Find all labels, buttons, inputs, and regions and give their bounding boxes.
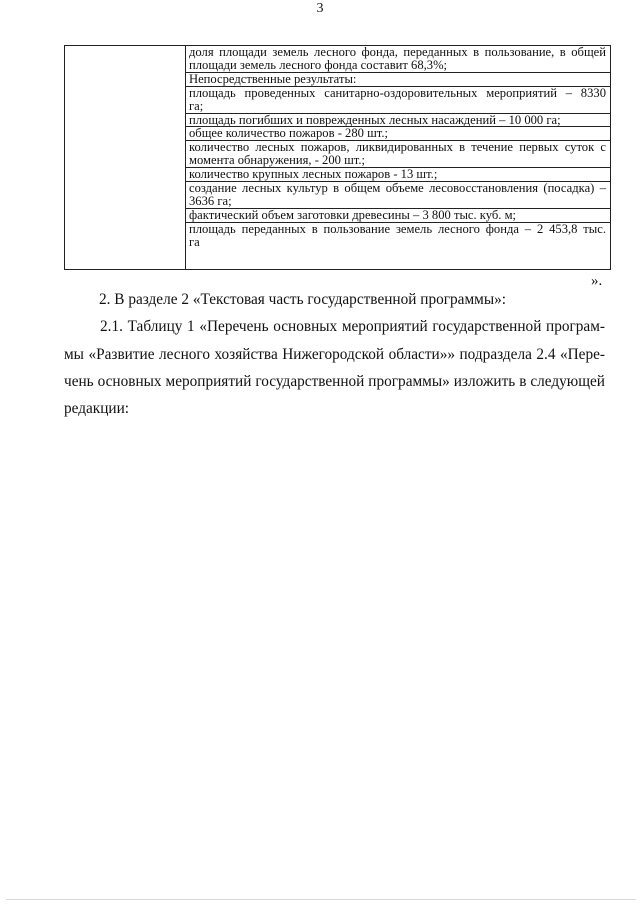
paragraph-2-1-line: мы «Развитие лесного хозяйства Нижегородской области»» подраздела 2.4 «Пере- [64,346,605,363]
result-line: площадь погибших и поврежденных лесных насаждений – 10 000 га; [186,113,610,127]
result-line: количество лесных пожаров, ликвидированных в течение первых суток с [186,140,610,154]
result-line: га; [189,99,204,113]
result-line: 3636 га; [189,194,232,208]
table-row [65,46,611,270]
page-number: 3 [316,1,324,16]
scan-bottom-edge [6,899,636,900]
results-list [186,46,610,249]
paragraph-2-1-line: чень основных мероприятий государственной программы» изложить в следующей [64,373,605,390]
result-line: площадь переданных в пользование земель лесного фонда – 2 453,8 тыс. [186,222,610,236]
result-line: доля площади земель лесного фонда, переданных в пользование, в общей [189,46,606,59]
table-left-cell [65,46,186,270]
result-line: момента обнаружения, - 200 шт.; [189,154,365,168]
paragraph-2-1-line: 2.1. Таблицу 1 «Перечень основных мероприятий государственной програм- [100,318,605,335]
table-right-cell [186,46,611,270]
result-line: фактический объем заготовки древесины – 3 800 тыс. куб. м; [186,208,610,222]
result-line: Непосредственные результаты: [186,72,610,86]
result-line: площади земель лесного фонда составит 68,3%; [189,58,448,72]
result-line: количество крупных лесных пожаров - 13 шт.; [186,167,610,181]
results-table [64,45,611,270]
closing-quote: ». [591,273,603,289]
paragraph-2-1-line: редакции: [64,400,130,417]
section-2-heading: 2. В разделе 2 «Текстовая часть государственной программы»: [99,291,506,308]
result-line: общее количество пожаров - 280 шт.; [186,126,610,140]
result-line: га [189,235,200,249]
result-line: площадь проведенных санитарно-оздоровительных мероприятий – 8330 [186,86,610,100]
result-line: создание лесных культур в общем объеме лесовосстановления (посадка) – [186,181,610,195]
